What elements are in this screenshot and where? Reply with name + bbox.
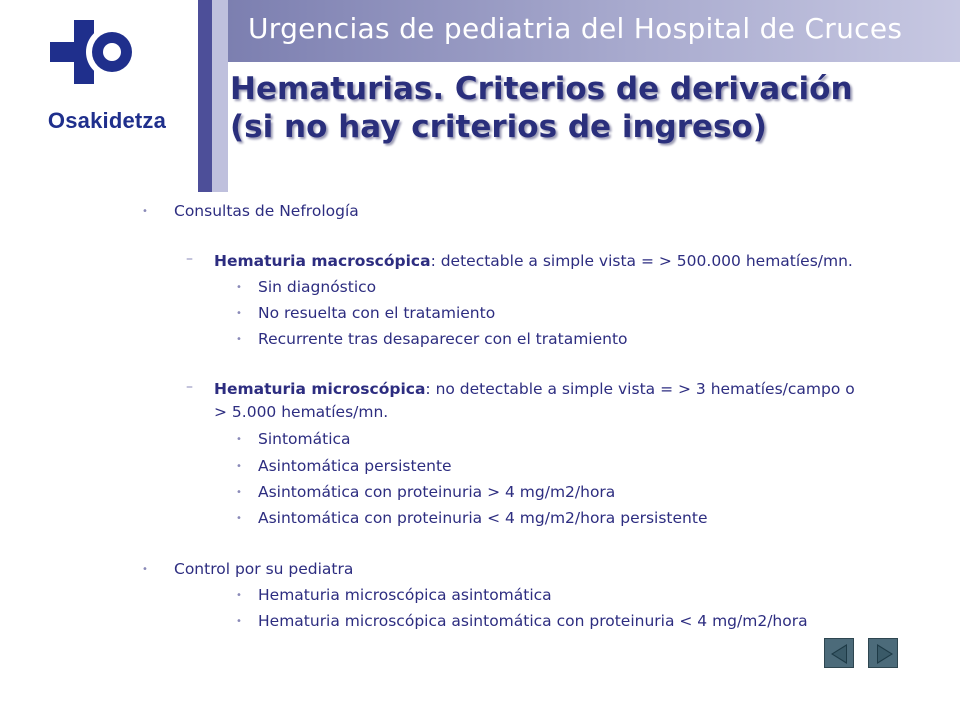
micro-item: Asintomática con proteinuria > 4 mg/m2/hora (258, 483, 616, 501)
arrow-left-icon (825, 639, 855, 669)
micro-desc-cont: > 5.000 hematíes/mn. (214, 403, 389, 421)
dash-icon: – (186, 379, 193, 395)
micro-desc: : no detectable a simple vista = > 3 hematíes/campo o (425, 380, 855, 398)
pediatra-item: Hematuria microscópica asintomática con proteinuria < 4 mg/m2/hora (258, 612, 808, 630)
bullet-icon: • (236, 334, 242, 345)
micro-term: Hematuria microscópica (214, 380, 426, 398)
bullet-icon: • (236, 590, 242, 601)
micro-item: Sintomática (258, 430, 351, 448)
arrow-right-icon (869, 639, 899, 669)
bullet-icon: • (142, 564, 148, 575)
osakidetza-logo-text: Osakidetza (47, 108, 167, 133)
slide-title-line2: (si no hay criterios de ingreso) (230, 109, 767, 145)
macro-item: No resuelta con el tratamiento (258, 304, 496, 322)
bullet-icon: • (236, 616, 242, 627)
dash-icon: – (186, 251, 193, 267)
macro-line (214, 251, 853, 271)
next-slide-button[interactable] (868, 638, 898, 668)
bullet-icon: • (236, 461, 242, 472)
bullet-icon: • (142, 206, 148, 217)
nefro-label: Consultas de Nefrología (174, 202, 359, 220)
pediatra-item: Hematuria microscópica asintomática (258, 586, 552, 604)
micro-line (214, 379, 855, 399)
macro-item: Sin diagnóstico (258, 278, 377, 296)
pediatra-label: Control por su pediatra (174, 560, 354, 578)
micro-item: Asintomática persistente (258, 457, 452, 475)
banner-title: Urgencias de pediatria del Hospital de Cruces (248, 12, 903, 45)
prev-slide-button[interactable] (824, 638, 854, 668)
macro-term: Hematuria macroscópica (214, 252, 431, 270)
bullet-icon: • (236, 434, 242, 445)
macro-item: Recurrente tras desaparecer con el tratamiento (258, 330, 628, 348)
bullet-icon: • (236, 487, 242, 498)
micro-item: Asintomática con proteinuria < 4 mg/m2/hora persistente (258, 509, 708, 527)
macro-desc: : detectable a simple vista = > 500.000 hematíes/mn. (430, 252, 853, 270)
slide-title-line1: Hematurias. Criterios de derivación (230, 71, 853, 107)
bullet-icon: • (236, 282, 242, 293)
bullet-icon: • (236, 513, 242, 524)
bullet-icon: • (236, 308, 242, 319)
